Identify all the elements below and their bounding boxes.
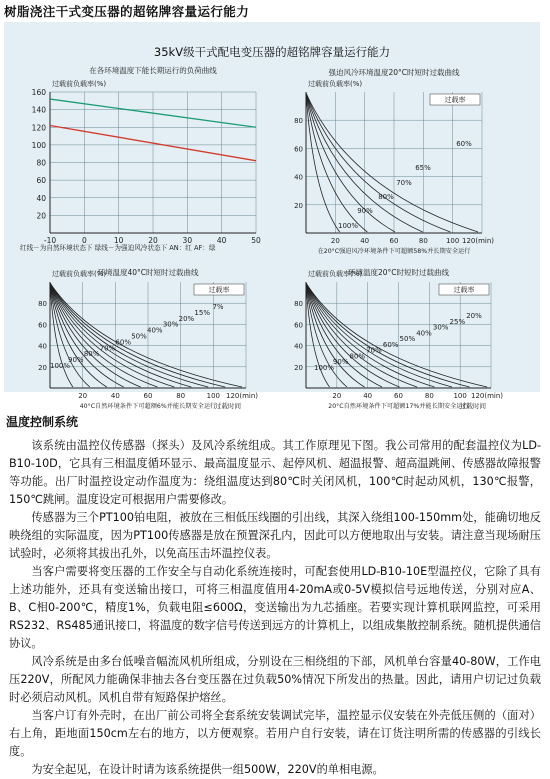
curve-label: 100% [337,222,359,230]
overload-curve [306,93,450,232]
y-tick-label: 60 [36,176,46,186]
y-tick-label: 20 [294,363,303,372]
overload-curve [306,93,478,232]
overload-curve [306,93,395,232]
x-tick-label: 80 [424,392,434,400]
body-text [9,437,541,779]
x-tick-label: 40 [216,236,227,245]
y-tick-label: 20 [36,211,46,221]
legend-label: 过载率 [453,286,475,294]
y-tick-label: 160 [31,88,46,97]
curve-label: 15% [194,308,210,317]
x-tick-label: 120(min) [461,237,495,245]
y-axis-label: 过载前负载率(%) [308,270,363,278]
curve-label: 30% [162,320,179,329]
x-tick-label: 60 [389,237,399,245]
panel-title: 35kV级干式配电变压器的超铭牌容量运行能力 [153,45,391,59]
x-tick-label: 120(min) [470,392,504,400]
y-tick-label: 80 [36,158,46,168]
x-tick-label: 20 [330,237,340,245]
x-tick-label: 20 [78,392,88,400]
curve-label: 50% [131,332,147,341]
x-tick-label: 10 [113,236,124,245]
x-tick-label: 50 [251,236,261,245]
x-tick-label: 80 [176,392,186,400]
y-tick-label: 60 [38,321,47,330]
chart-title: 在各环境温度下能长期运行的负荷曲线 [89,66,217,75]
y-tick-label: 80 [294,117,303,126]
curve-label: 7% [212,303,224,311]
curve-label: 30% [432,323,449,332]
curve-label: 60% [382,340,399,349]
x-tick-label: 0 [81,236,87,245]
curve-label: 25% [449,317,466,326]
y-tick-label: 140 [31,105,46,115]
x-tick-label: -10 [43,236,57,245]
chart-caption: 40°C自然环境条件下可超额6%并能长期安全运行 [79,403,217,410]
curve-label: 60% [456,140,472,148]
y-tick-label: 40 [294,173,303,182]
curve-label: 40% [147,326,163,335]
y-tick-label: 80 [294,300,303,309]
y-axis-label: 过载前负载率(%) [308,80,363,88]
x-tick-label: 20 [332,392,342,400]
curve-label: 80% [378,193,394,201]
curve-label: 20% [466,312,482,320]
y-tick-label: 20 [38,363,47,372]
curve-label: 20% [178,314,195,323]
legend-label: 过载率 [208,286,230,294]
paragraph: 为安全起见，在设计时请为该系统提供一组500W，220V的单相电源。 [31,763,384,776]
x-tick-label: 120(min) [225,392,259,400]
paragraph: 当客户需要将变压器的工作安全与自动化系统连接时，可配套使用LD-B10-10E型温控仪，它除了具有上述功能外，还具有变送输出接口，可将三相温度值用4-20mA或0-5V模拟信号远地传送，分别对应A、B、C相0-200℃，精度1%，负载电阻≤600Ω，变送输出为九芯插座。若要实现计算机联网监控，可采用RS232、RS485通讯接口，将温度的数字信号传送到远方的计算机上，以组成集散控制系统。随机提供通信协议。 [9,565,541,650]
curve-label: 65% [415,164,431,172]
chart-caption: 20°C自然环境条件下可超额17%并能长期安全运行 [328,403,469,410]
section-title: 温度控制系统 [6,415,79,429]
paragraph: 风冷系统是由多台低噪音幅流风机所组成，分别设在三相绕组的下部，风机单台容量40-80W，工作电压220V，所配风力能确保非抽去各台变压器在过负载50%情况下所发出的热量。因此，请用户切记过负载时必须启动风机。风机自带有短路保护熔丝。 [9,655,541,704]
x-axis-label: 过载时间 [215,402,241,410]
x-tick-label: 100 [206,392,221,400]
paragraph: 传感器为三个PT100铂电阻，被放在三相低压线圈的引出线，其深入绕组100-150mm处，能确切地反映绕组的实际温度，因为PT100传感器是放在预置深孔内，因此可以方便地取出与安装。请注意当现场耐压试验时，必须将其拔出孔外，以免高压击坏温控仪表。 [9,511,541,560]
chart-title: 强迫风冷环境温度20°C时短时过载曲线 [328,68,460,77]
x-tick-label: 60 [394,392,403,400]
curve-label: 70% [366,346,382,355]
y-tick-label: 40 [36,193,46,203]
curve-label: 60% [115,338,131,347]
curve-label: 80% [83,350,100,359]
x-tick-label: 100 [453,392,467,400]
x-tick-label: 100 [445,237,460,245]
legend-label: 过载率 [444,96,466,104]
y-tick-label: 40 [294,342,303,351]
overload-curve [50,283,174,387]
overload-curve [50,283,141,387]
y-tick-label: 80 [38,300,47,309]
curve-label: 50% [399,335,416,344]
page-heading: 树脂浇注干式变压器的超铭牌容量运行能力 [4,4,250,19]
y-tick-label: 60 [294,145,303,154]
charts-svg [4,22,540,410]
y-tick-label: 60 [294,321,303,330]
y-tick-label: 100 [31,140,46,150]
curve-label: 70% [99,344,116,353]
x-tick-label: 40 [110,392,120,400]
curve-label: 90% [357,207,373,215]
chart-caption: 在20°C强迫风冷环境条件下可超额58%并长期安全运行 [317,248,471,255]
chart-panel [4,22,540,410]
x-axis-label: 过载时间 [460,402,486,410]
curve-label: 80% [349,352,366,361]
x-tick-label: 30 [182,236,193,245]
paragraph: 该系统由温控仪传感器（探头）及风冷系统组成。其工作原理见下图。我公司常用的配套温控仪为LD-B10-10D，它具有三相温度循环显示、最高温度显示、起停风机、超温报警、超高温跳闸、传感器故障报警等功能。出厂时温控设定动作温度为：绕组温度达到80℃时关闭风机，100℃时起动风机，130℃报警，150℃跳闸。温度设定可根据用户需要修改。 [9,439,541,506]
x-tick-label: 40 [360,237,370,245]
chart-title: 环境温度20°C时短时过载曲线 [347,268,450,277]
x-tick-label: 40 [363,392,373,400]
x-tick-label: 80 [418,237,428,245]
paragraph: 当客户订有外壳时，在出厂前公司将全套系统安装调试完毕，温控显示仪安装在外壳低压侧的（面对）右上角，距地面150cm左右的地方，以方便观察。若用户自行安装，请在订货注明所需的传感器的引线长度。 [9,709,541,758]
curve-label: 90% [68,356,84,365]
y-tick-label: 120 [31,123,46,133]
y-axis-label: 过载前负载率(%) [52,270,107,278]
chart-caption: 红线－为自然环境状态下 绿线－为强迫风冷状态下 AN：红 AF：绿 [20,244,216,252]
curve-label: 40% [416,329,432,338]
chart-title: 环境温度40°C时短时过载曲线 [97,268,199,277]
curve-label: 90% [332,358,349,367]
curve-label: 100% [49,362,71,370]
x-tick-label: 20 [148,236,158,245]
x-tick-label: 60 [143,392,153,400]
overload-curve [50,283,191,387]
curve-label: 100% [313,364,335,372]
y-tick-label: 20 [294,201,303,210]
y-tick-label: 40 [38,342,47,351]
y-axis-label: 过载前负载率(%) [52,80,107,88]
curve-label: 70% [396,179,412,187]
